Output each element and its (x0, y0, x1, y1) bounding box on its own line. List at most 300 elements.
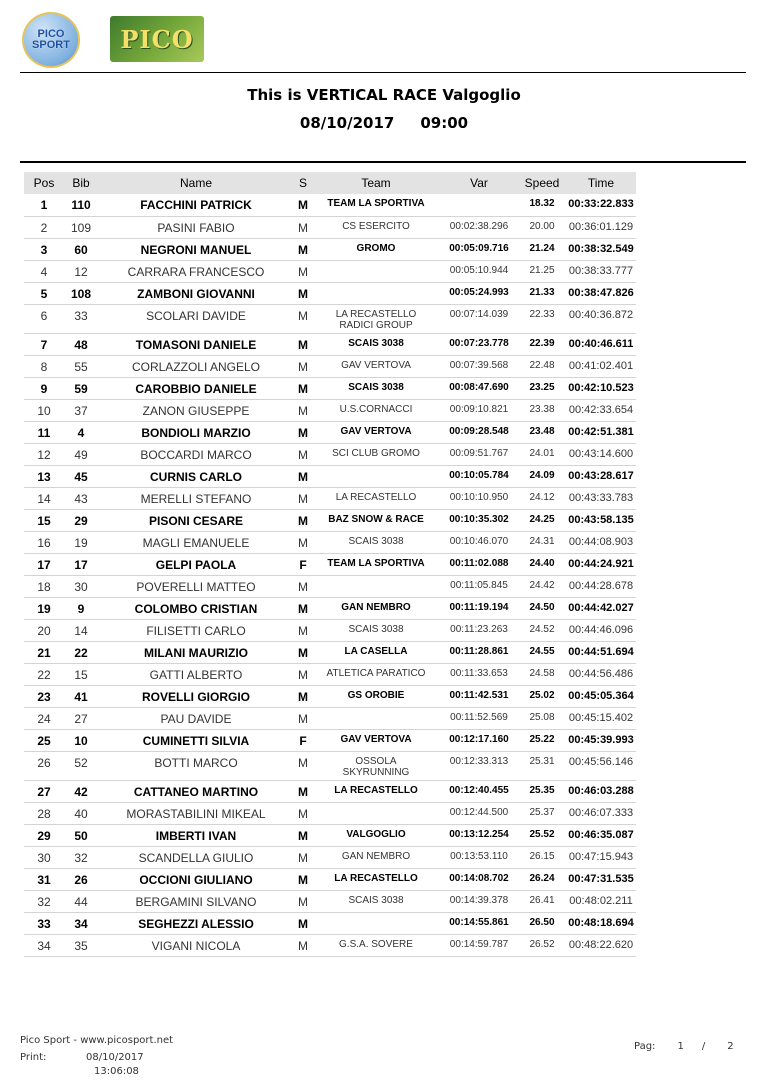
cell-speed: 26.24 (518, 868, 566, 890)
table-row (24, 355, 636, 377)
cell-name: ZAMBONI GIOVANNI (98, 282, 294, 304)
cell-bib: 41 (64, 685, 98, 707)
team-line: VALGOGLIO (346, 828, 406, 840)
table-row (24, 890, 636, 912)
cell-sex: M (294, 802, 312, 824)
cell-sex: M (294, 663, 312, 685)
cell-bib: 27 (64, 707, 98, 729)
cell-sex: M (294, 597, 312, 619)
cell-var: 00:13:12.254 (440, 824, 518, 846)
cell-time: 00:41:02.401 (566, 355, 636, 377)
cell-time: 00:42:33.654 (566, 399, 636, 421)
cell-var: 00:10:05.784 (440, 465, 518, 487)
cell-pos: 19 (24, 597, 64, 619)
cell-pos: 17 (24, 553, 64, 575)
cell-sex: M (294, 216, 312, 238)
team-line: SKYRUNNING (342, 766, 410, 778)
cell-time: 00:46:07.333 (566, 802, 636, 824)
cell-name: SCANDELLA GIULIO (98, 846, 294, 868)
table-row (24, 377, 636, 399)
cell-time: 00:43:33.783 (566, 487, 636, 509)
table-row (24, 216, 636, 238)
table-row (24, 487, 636, 509)
team-line: GROMO (356, 242, 396, 254)
cell-speed: 26.50 (518, 912, 566, 934)
table-row (24, 597, 636, 619)
cell-pos: 27 (24, 780, 64, 802)
cell-team (312, 707, 440, 729)
cell-bib: 34 (64, 912, 98, 934)
cell-time: 00:44:42.027 (566, 597, 636, 619)
cell-pos: 26 (24, 751, 64, 780)
cell-bib: 12 (64, 260, 98, 282)
cell-name: ZANON GIUSEPPE (98, 399, 294, 421)
cell-bib: 60 (64, 238, 98, 260)
cell-speed: 21.25 (518, 260, 566, 282)
cell-var: 00:14:55.861 (440, 912, 518, 934)
column-header-bib: Bib (64, 172, 98, 194)
cell-var: 00:12:17.160 (440, 729, 518, 751)
cell-name: NEGRONI MANUEL (98, 238, 294, 260)
team-line: SCAIS 3038 (348, 381, 404, 393)
cell-pos: 18 (24, 575, 64, 597)
cell-var: 00:11:23.263 (440, 619, 518, 641)
cell-team (312, 597, 440, 619)
cell-speed: 25.02 (518, 685, 566, 707)
cell-name: MAGLI EMANUELE (98, 531, 294, 553)
cell-speed: 22.48 (518, 355, 566, 377)
cell-time: 00:38:33.777 (566, 260, 636, 282)
table-row (24, 421, 636, 443)
cell-time: 00:45:39.993 (566, 729, 636, 751)
table-row (24, 465, 636, 487)
cell-time: 00:48:22.620 (566, 934, 636, 956)
cell-sex: M (294, 824, 312, 846)
cell-sex: M (294, 509, 312, 531)
cell-name: CAROBBIO DANIELE (98, 377, 294, 399)
cell-bib: 10 (64, 729, 98, 751)
cell-pos: 8 (24, 355, 64, 377)
cell-name: GELPI PAOLA (98, 553, 294, 575)
cell-var: 00:14:59.787 (440, 934, 518, 956)
cell-var: 00:12:33.313 (440, 751, 518, 780)
cell-name: POVERELLI MATTEO (98, 575, 294, 597)
cell-name: COLOMBO CRISTIAN (98, 597, 294, 619)
table-row (24, 282, 636, 304)
cell-sex: M (294, 575, 312, 597)
cell-team (312, 890, 440, 912)
cell-var: 00:07:39.568 (440, 355, 518, 377)
cell-bib: 49 (64, 443, 98, 465)
cell-time: 00:44:08.903 (566, 531, 636, 553)
cell-team (312, 238, 440, 260)
cell-bib: 109 (64, 216, 98, 238)
footer-print-date: 08/10/2017 (86, 1052, 144, 1063)
cell-sex: M (294, 282, 312, 304)
race-date: 08/10/2017 (299, 114, 395, 132)
cell-var: 00:05:09.716 (440, 238, 518, 260)
cell-speed: 24.58 (518, 663, 566, 685)
cell-name: FACCHINI PATRICK (98, 194, 294, 216)
column-header-pos: Pos (24, 172, 64, 194)
footer-print-time: 13:06:08 (94, 1066, 139, 1077)
cell-team (312, 663, 440, 685)
team-line: TEAM LA SPORTIVA (327, 557, 425, 569)
table-row (24, 238, 636, 260)
cell-sex: M (294, 685, 312, 707)
team-line: SCAIS 3038 (348, 535, 404, 547)
cell-team (312, 509, 440, 531)
cell-team (312, 443, 440, 465)
column-header-team: Team (312, 172, 440, 194)
cell-bib: 59 (64, 377, 98, 399)
cell-var: 00:14:08.702 (440, 868, 518, 890)
cell-sex: M (294, 304, 312, 333)
cell-name: VIGANI NICOLA (98, 934, 294, 956)
team-line: BAZ SNOW & RACE (328, 513, 424, 525)
table-row (24, 663, 636, 685)
cell-speed: 25.08 (518, 707, 566, 729)
column-header-sex: S (294, 172, 312, 194)
cell-bib: 26 (64, 868, 98, 890)
cell-name: CUMINETTI SILVIA (98, 729, 294, 751)
cell-name: TOMASONI DANIELE (98, 333, 294, 355)
cell-name: SCOLARI DAVIDE (98, 304, 294, 333)
pagination (634, 1041, 734, 1052)
pico-brand-logo (110, 16, 204, 62)
cell-bib: 15 (64, 663, 98, 685)
cell-team (312, 868, 440, 890)
cell-pos: 30 (24, 846, 64, 868)
cell-name: MILANI MAURIZIO (98, 641, 294, 663)
cell-speed: 26.41 (518, 890, 566, 912)
table-row (24, 780, 636, 802)
cell-sex: M (294, 465, 312, 487)
cell-time: 00:36:01.129 (566, 216, 636, 238)
cell-var: 00:11:05.845 (440, 575, 518, 597)
table-row (24, 553, 636, 575)
cell-bib: 48 (64, 333, 98, 355)
cell-var: 00:09:51.767 (440, 443, 518, 465)
cell-pos: 34 (24, 934, 64, 956)
cell-team (312, 399, 440, 421)
pico-sport-logo-line2: SPORT (32, 39, 70, 51)
pagination-total: 2 (727, 1041, 734, 1052)
race-time: 09:00 (420, 114, 469, 132)
team-line: GAV VERTOVA (341, 359, 411, 371)
cell-team (312, 355, 440, 377)
table-row (24, 194, 636, 216)
cell-time: 00:38:47.826 (566, 282, 636, 304)
cell-team (312, 934, 440, 956)
cell-time: 00:48:18.694 (566, 912, 636, 934)
cell-bib: 19 (64, 531, 98, 553)
table-row (24, 751, 636, 780)
cell-name: PASINI FABIO (98, 216, 294, 238)
cell-speed: 24.42 (518, 575, 566, 597)
cell-pos: 7 (24, 333, 64, 355)
cell-var (440, 194, 518, 216)
cell-speed: 23.25 (518, 377, 566, 399)
cell-var: 00:11:42.531 (440, 685, 518, 707)
cell-team (312, 802, 440, 824)
cell-time: 00:47:31.535 (566, 868, 636, 890)
cell-sex: M (294, 421, 312, 443)
team-line: LA RECASTELLO (334, 872, 418, 884)
cell-time: 00:43:28.617 (566, 465, 636, 487)
cell-pos: 10 (24, 399, 64, 421)
cell-time: 00:44:28.678 (566, 575, 636, 597)
cell-var: 00:07:14.039 (440, 304, 518, 333)
cell-speed: 20.00 (518, 216, 566, 238)
cell-team (312, 531, 440, 553)
cell-time: 00:43:14.600 (566, 443, 636, 465)
footer-print-label: Print: (20, 1052, 47, 1063)
cell-pos: 21 (24, 641, 64, 663)
cell-team (312, 751, 440, 780)
pagination-current: 1 (677, 1041, 684, 1052)
cell-pos: 28 (24, 802, 64, 824)
cell-speed: 26.15 (518, 846, 566, 868)
cell-sex: M (294, 912, 312, 934)
cell-speed: 24.50 (518, 597, 566, 619)
pagination-label: Pag: (634, 1041, 656, 1052)
team-line: GS OROBIE (347, 689, 405, 701)
cell-team (312, 780, 440, 802)
cell-team (312, 260, 440, 282)
cell-speed: 24.12 (518, 487, 566, 509)
cell-name: PAU DAVIDE (98, 707, 294, 729)
cell-time: 00:45:05.364 (566, 685, 636, 707)
cell-pos: 1 (24, 194, 64, 216)
cell-bib: 37 (64, 399, 98, 421)
cell-bib: 35 (64, 934, 98, 956)
cell-time: 00:40:46.611 (566, 333, 636, 355)
team-line: RADICI GROUP (339, 319, 413, 331)
cell-bib: 4 (64, 421, 98, 443)
cell-speed: 25.35 (518, 780, 566, 802)
footer-site: Pico Sport - www.picosport.net (20, 1035, 174, 1046)
cell-speed: 25.52 (518, 824, 566, 846)
team-line: GAN NEMBRO (341, 850, 411, 862)
cell-var: 00:07:23.778 (440, 333, 518, 355)
cell-speed: 24.52 (518, 619, 566, 641)
table-row (24, 824, 636, 846)
team-line: GAV VERTOVA (340, 425, 412, 437)
cell-bib: 42 (64, 780, 98, 802)
cell-bib: 50 (64, 824, 98, 846)
cell-var: 00:09:28.548 (440, 421, 518, 443)
cell-bib: 14 (64, 619, 98, 641)
cell-var: 00:11:02.088 (440, 553, 518, 575)
team-line: SCAIS 3038 (348, 337, 404, 349)
column-header-time: Time (566, 172, 636, 194)
team-line: TEAM LA SPORTIVA (327, 198, 425, 209)
table-row (24, 912, 636, 934)
cell-var: 00:14:39.378 (440, 890, 518, 912)
cell-pos: 13 (24, 465, 64, 487)
cell-time: 00:42:10.523 (566, 377, 636, 399)
cell-sex: M (294, 707, 312, 729)
team-line: SCAIS 3038 (348, 894, 404, 906)
cell-bib: 55 (64, 355, 98, 377)
cell-name: ROVELLI GIORGIO (98, 685, 294, 707)
cell-pos: 22 (24, 663, 64, 685)
results-table (24, 172, 636, 957)
cell-name: CURNIS CARLO (98, 465, 294, 487)
cell-team (312, 421, 440, 443)
cell-time: 00:48:02.211 (566, 890, 636, 912)
team-line: SCI CLUB GROMO (332, 447, 420, 459)
cell-time: 00:42:51.381 (566, 421, 636, 443)
cell-var: 00:10:35.302 (440, 509, 518, 531)
cell-bib: 9 (64, 597, 98, 619)
cell-var: 00:11:28.861 (440, 641, 518, 663)
cell-pos: 25 (24, 729, 64, 751)
cell-speed: 24.09 (518, 465, 566, 487)
cell-bib: 22 (64, 641, 98, 663)
team-line: LA RECASTELLO (335, 308, 417, 320)
cell-name: FILISETTI CARLO (98, 619, 294, 641)
cell-pos: 16 (24, 531, 64, 553)
cell-time: 00:44:24.921 (566, 553, 636, 575)
table-row (24, 641, 636, 663)
cell-bib: 44 (64, 890, 98, 912)
cell-speed: 24.40 (518, 553, 566, 575)
cell-var: 00:10:46.070 (440, 531, 518, 553)
cell-pos: 11 (24, 421, 64, 443)
cell-pos: 24 (24, 707, 64, 729)
cell-name: PISONI CESARE (98, 509, 294, 531)
cell-time: 00:43:58.135 (566, 509, 636, 531)
cell-var: 00:11:33.653 (440, 663, 518, 685)
cell-team (312, 282, 440, 304)
cell-speed: 25.37 (518, 802, 566, 824)
cell-var: 00:09:10.821 (440, 399, 518, 421)
cell-time: 00:45:56.146 (566, 751, 636, 780)
pico-sport-logo-line1: PICO (37, 28, 65, 40)
table-row (24, 304, 636, 333)
cell-speed: 24.31 (518, 531, 566, 553)
cell-name: BOTTI MARCO (98, 751, 294, 780)
table-row (24, 934, 636, 956)
cell-sex: M (294, 531, 312, 553)
table-header-row (24, 172, 636, 194)
header-divider (20, 161, 746, 163)
cell-pos: 6 (24, 304, 64, 333)
cell-pos: 3 (24, 238, 64, 260)
cell-speed: 24.55 (518, 641, 566, 663)
cell-name: CATTANEO MARTINO (98, 780, 294, 802)
cell-var: 00:11:52.569 (440, 707, 518, 729)
cell-name: GATTI ALBERTO (98, 663, 294, 685)
cell-speed: 24.01 (518, 443, 566, 465)
cell-var: 00:08:47.690 (440, 377, 518, 399)
cell-team (312, 377, 440, 399)
cell-name: IMBERTI IVAN (98, 824, 294, 846)
cell-team (312, 824, 440, 846)
pico-brand-logo-text: PICO (120, 24, 194, 54)
cell-sex: M (294, 846, 312, 868)
top-divider (20, 72, 746, 73)
cell-var: 00:11:19.194 (440, 597, 518, 619)
cell-bib: 17 (64, 553, 98, 575)
cell-speed: 21.33 (518, 282, 566, 304)
cell-sex: F (294, 553, 312, 575)
cell-team (312, 641, 440, 663)
cell-bib: 32 (64, 846, 98, 868)
cell-name: SEGHEZZI ALESSIO (98, 912, 294, 934)
cell-speed: 25.31 (518, 751, 566, 780)
cell-time: 00:44:56.486 (566, 663, 636, 685)
cell-pos: 9 (24, 377, 64, 399)
cell-bib: 33 (64, 304, 98, 333)
cell-sex: M (294, 641, 312, 663)
cell-time: 00:47:15.943 (566, 846, 636, 868)
cell-pos: 12 (24, 443, 64, 465)
cell-var: 00:10:10.950 (440, 487, 518, 509)
cell-sex: M (294, 333, 312, 355)
cell-time: 00:46:03.288 (566, 780, 636, 802)
cell-team (312, 685, 440, 707)
cell-speed: 25.22 (518, 729, 566, 751)
cell-speed: 22.33 (518, 304, 566, 333)
cell-team (312, 487, 440, 509)
table-row (24, 868, 636, 890)
team-line: ATLETICA PARATICO (326, 667, 426, 679)
cell-speed: 22.39 (518, 333, 566, 355)
cell-sex: M (294, 443, 312, 465)
cell-sex: M (294, 619, 312, 641)
cell-bib: 110 (64, 194, 98, 216)
cell-pos: 23 (24, 685, 64, 707)
cell-var: 00:12:40.455 (440, 780, 518, 802)
cell-sex: M (294, 238, 312, 260)
cell-team (312, 194, 440, 216)
table-row (24, 685, 636, 707)
cell-name: BONDIOLI MARZIO (98, 421, 294, 443)
cell-bib: 29 (64, 509, 98, 531)
cell-pos: 4 (24, 260, 64, 282)
cell-team (312, 846, 440, 868)
team-line: GAV VERTOVA (340, 733, 412, 745)
table-row (24, 443, 636, 465)
cell-speed: 23.48 (518, 421, 566, 443)
cell-name: OCCIONI GIULIANO (98, 868, 294, 890)
results-body (24, 194, 636, 956)
team-line: LA RECASTELLO (335, 491, 417, 503)
team-line: CS ESERCITO (342, 220, 410, 232)
cell-name: CORLAZZOLI ANGELO (98, 355, 294, 377)
cell-sex: M (294, 934, 312, 956)
table-row (24, 333, 636, 355)
cell-team (312, 333, 440, 355)
cell-time: 00:44:51.694 (566, 641, 636, 663)
cell-team (312, 216, 440, 238)
table-row (24, 509, 636, 531)
page-title: This is VERTICAL RACE Valgoglio (247, 86, 521, 104)
cell-time: 00:45:15.402 (566, 707, 636, 729)
team-line: U.S.CORNACCI (339, 403, 413, 415)
cell-time: 00:40:36.872 (566, 304, 636, 333)
cell-team (312, 575, 440, 597)
cell-team (312, 553, 440, 575)
cell-name: BOCCARDI MARCO (98, 443, 294, 465)
table-row (24, 729, 636, 751)
cell-var: 00:13:53.110 (440, 846, 518, 868)
team-line: LA CASELLA (344, 645, 408, 657)
cell-speed: 26.52 (518, 934, 566, 956)
